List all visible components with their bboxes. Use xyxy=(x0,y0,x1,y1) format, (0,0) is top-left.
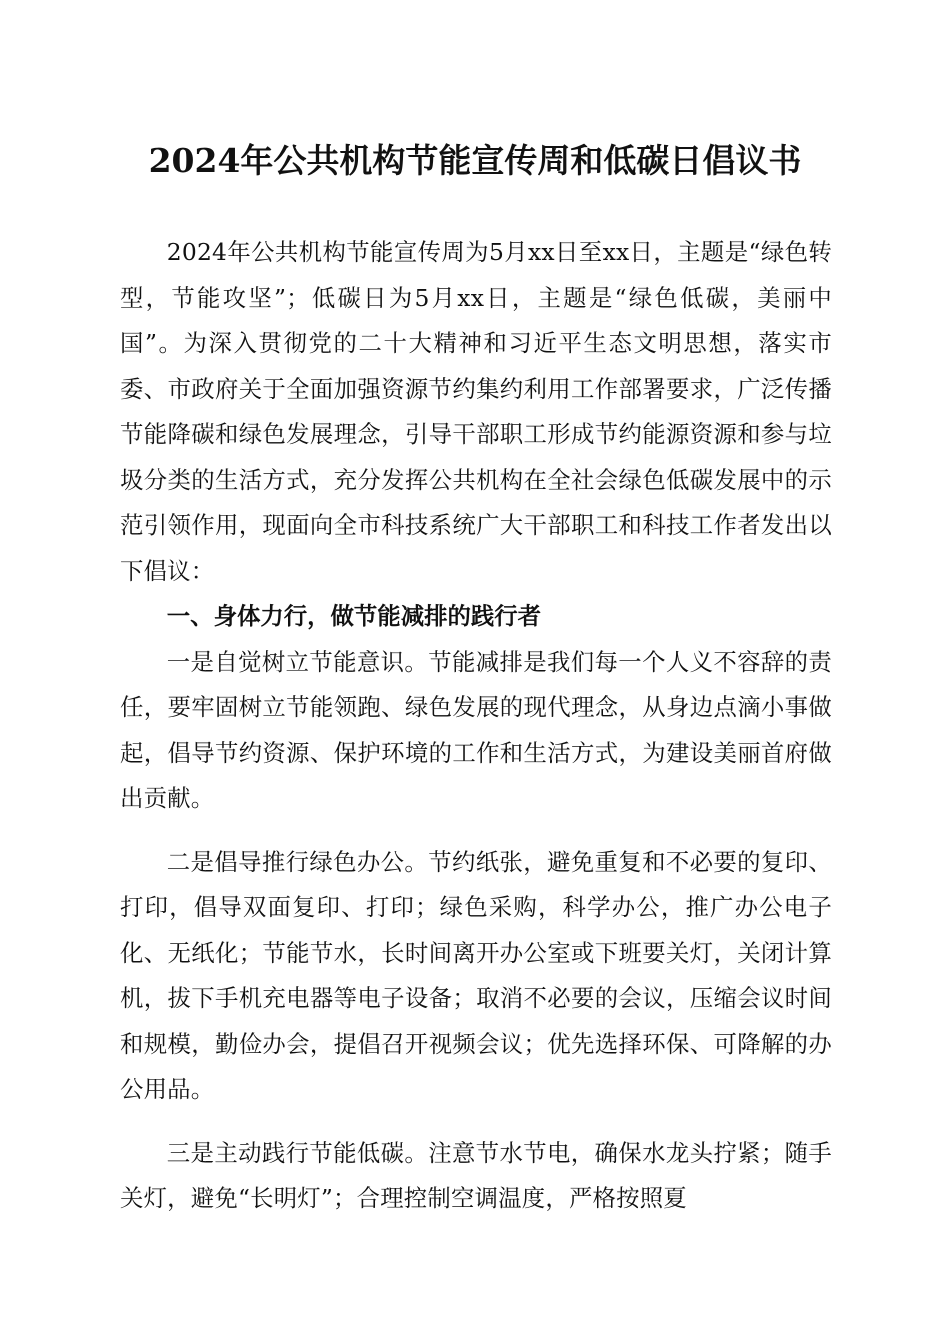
document-body xyxy=(120,230,832,1222)
intro-paragraph: 2024年公共机构节能宣传周为5月xx日至xx日，主题是“绿色转型，节能攻坚”；低碳日为5月xx日，主题是“绿色低碳，美丽中国”。为深入贯彻党的二十大精神和习近平生态文明思想，落实市委、市政府关于全面加强资源节约集约利用工作部署要求，广泛传播节能降碳和绿色发展理念，引导干部职工形成节约能源资源和参与垃圾分类的生活方式，充分发挥公共机构在全社会绿色低碳发展中的示范引领作用，现面向全市科技系统广大干部职工和科技工作者发出以下倡议： xyxy=(120,238,832,585)
item-lead-3: 三是主动践行节能低碳。 xyxy=(166,1138,429,1167)
item-text-3: 注意节水节电，确保水龙头拧紧；随手关灯，避免“长明灯”；合理控制空调温度，严格按照夏 xyxy=(120,1138,833,1212)
item-lead-1: 一是自觉树立节能意识。 xyxy=(166,647,429,676)
item-lead-2: 二是倡导推行绿色办公。 xyxy=(166,847,429,876)
section-heading-1: 一、身体力行，做节能减排的践行者 xyxy=(166,602,542,630)
item-text-1: 节能减排是我们每一个人义不容辞的责任，要牢固树立节能领跑、绿色发展的现代理念，从身边点滴小事做起，倡导节约资源、保护环境的工作和生活方式，为建设美丽首府做出贡献。 xyxy=(120,647,833,812)
item-paragraph-1 xyxy=(120,640,832,822)
document-title: 2024年公共机构节能宣传周和低碳日倡议书 xyxy=(148,141,802,180)
item-text-2: 节约纸张，避免重复和不必要的复印、打印，倡导双面复印、打印；绿色采购，科学办公，推广办公电子化、无纸化；节能节水，长时间离开办公室或下班要关灯，关闭计算机，拔下手机充电器等电子设备；取消不必要的会议，压缩会议时间和规模，勤俭办会，提倡召开视频会议；优先选择环保、可降解的办公用品。 xyxy=(120,847,833,1103)
item-paragraph-3 xyxy=(120,1131,832,1222)
paragraph-gap xyxy=(120,822,832,840)
item-paragraph-2 xyxy=(120,840,832,1113)
paragraph-gap xyxy=(120,1113,832,1131)
